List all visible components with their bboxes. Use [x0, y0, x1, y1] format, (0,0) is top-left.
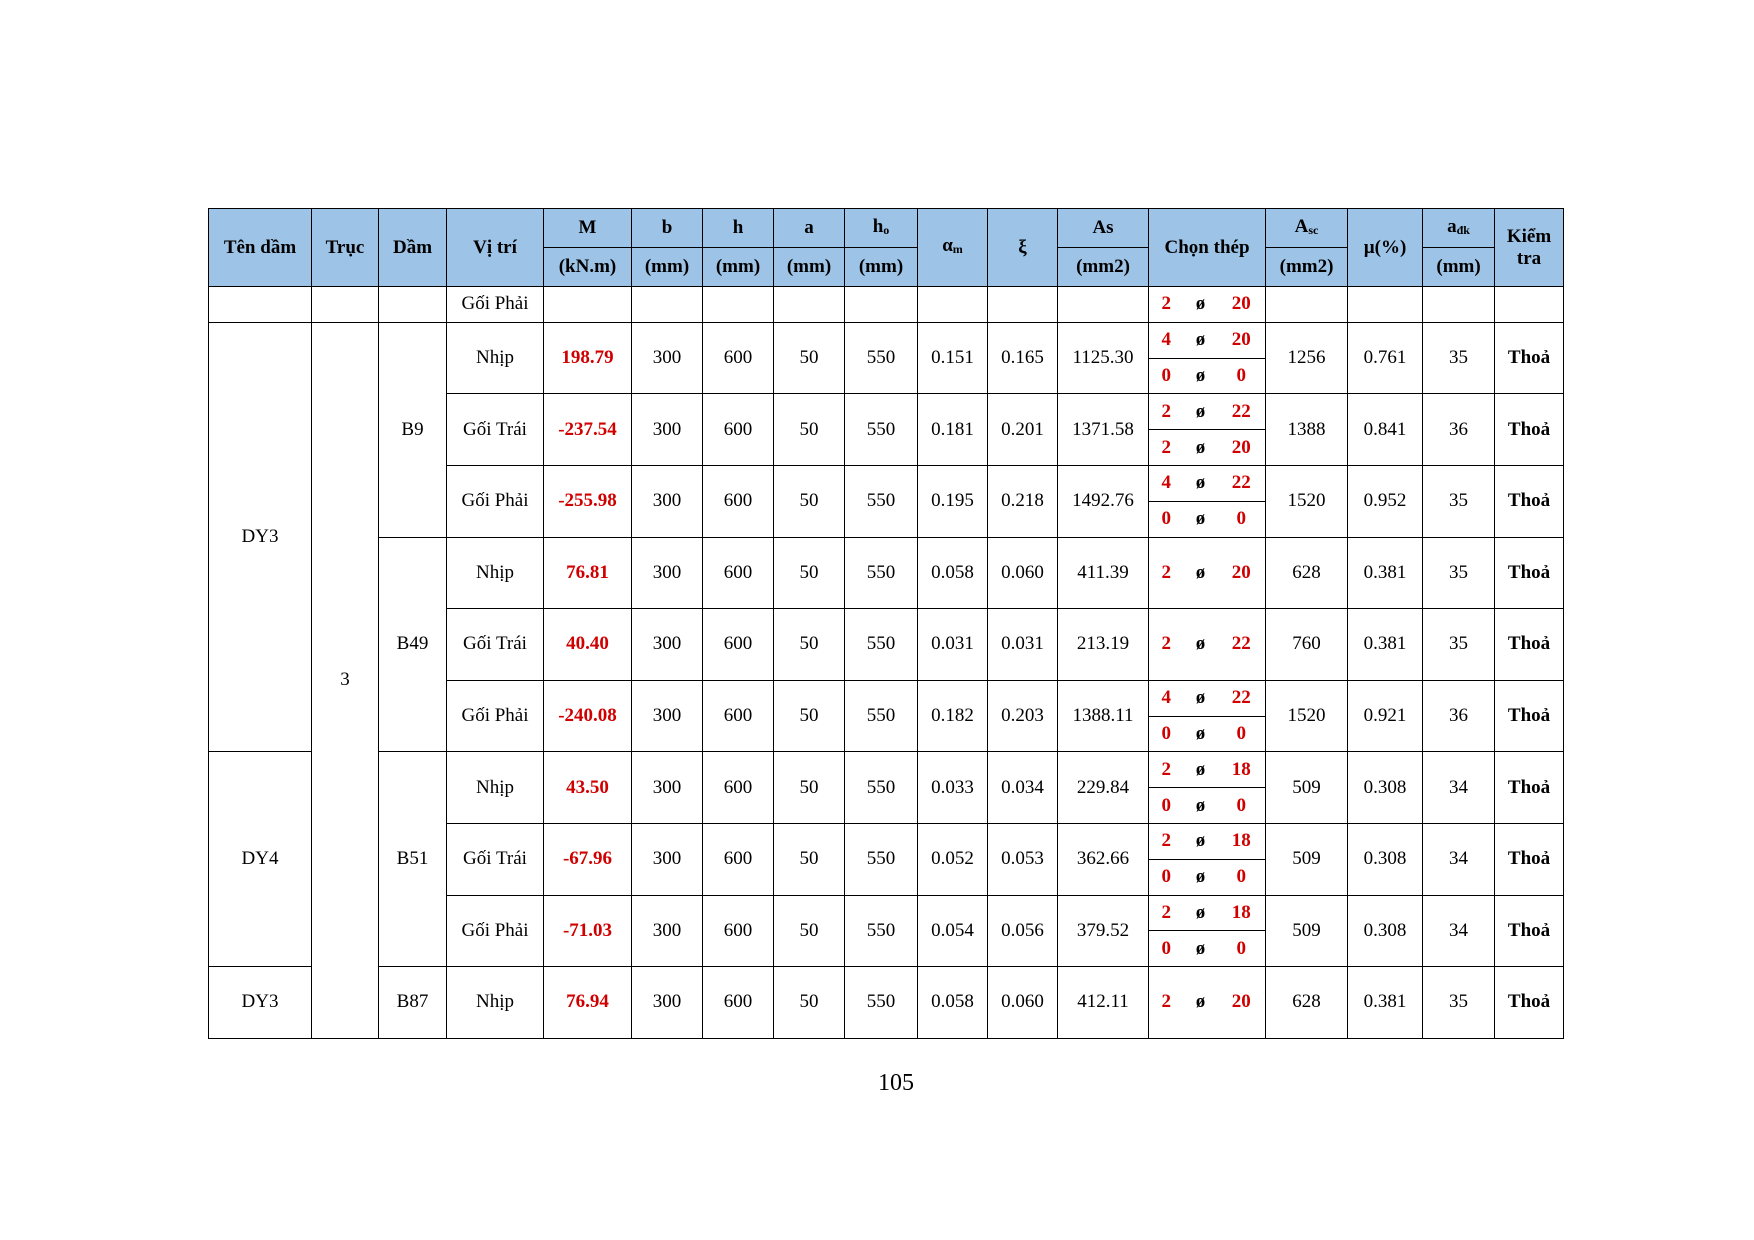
cell-mu: 0.381 [1348, 609, 1423, 681]
cell-moment: -71.03 [544, 895, 632, 967]
cell-empty [209, 287, 312, 323]
cell-mu: 0.921 [1348, 680, 1423, 752]
cell-empty [544, 287, 632, 323]
cell-xi: 0.201 [988, 394, 1058, 466]
cell-dam: B49 [379, 537, 447, 752]
cell-bar-count: 2 [1149, 823, 1184, 859]
header-xi: ξ [988, 209, 1058, 287]
cell-Asc: 509 [1266, 752, 1348, 824]
cell-vi-tri: Nhịp [447, 322, 544, 394]
cell-h0: 550 [845, 465, 918, 537]
cell-bar-count: 2 [1149, 752, 1184, 788]
header-As: As [1058, 209, 1149, 248]
cell-Asc: 1256 [1266, 322, 1348, 394]
cell-empty [703, 287, 774, 323]
cell-b: 300 [632, 823, 703, 895]
cell-bar-symbol: ø [1184, 287, 1218, 323]
header-dam: Dầm [379, 209, 447, 287]
table-row [209, 287, 1564, 323]
cell-bar-symbol: ø [1184, 537, 1218, 609]
cell-adk: 34 [1423, 752, 1495, 824]
cell-xi: 0.218 [988, 465, 1058, 537]
cell-bar-count: 0 [1149, 788, 1184, 824]
cell-vi-tri: Gối Phải [447, 895, 544, 967]
cell-As: 1492.76 [1058, 465, 1149, 537]
cell-bar-count: 4 [1149, 322, 1184, 358]
cell-xi: 0.165 [988, 322, 1058, 394]
cell-ten-dam: DY4 [209, 752, 312, 967]
cell-Asc: 1388 [1266, 394, 1348, 466]
header-M: M [544, 209, 632, 248]
cell-mu: 0.761 [1348, 322, 1423, 394]
cell-h: 600 [703, 465, 774, 537]
cell-a: 50 [774, 394, 845, 466]
cell-As: 1388.11 [1058, 680, 1149, 752]
cell-kiem-tra: Thoả [1495, 752, 1564, 824]
cell-bar-diameter: 22 [1218, 680, 1266, 716]
cell-bar-symbol: ø [1184, 752, 1218, 788]
cell-mu: 0.841 [1348, 394, 1423, 466]
cell-bar-symbol: ø [1184, 931, 1218, 967]
cell-vi-tri: Nhịp [447, 752, 544, 824]
cell-bar-diameter: 0 [1218, 788, 1266, 824]
cell-Asc: 760 [1266, 609, 1348, 681]
cell-vi-tri: Nhịp [447, 967, 544, 1039]
cell-mu: 0.381 [1348, 967, 1423, 1039]
cell-h: 600 [703, 752, 774, 824]
cell-h0: 550 [845, 394, 918, 466]
cell-bar-diameter: 20 [1218, 430, 1266, 466]
cell-Asc: 509 [1266, 823, 1348, 895]
cell-alpha-m: 0.033 [918, 752, 988, 824]
header-chon-thep: Chọn thép [1149, 209, 1266, 287]
cell-b: 300 [632, 967, 703, 1039]
cell-empty [918, 287, 988, 323]
cell-xi: 0.031 [988, 609, 1058, 681]
cell-moment: -237.54 [544, 394, 632, 466]
header-adk: ađk [1423, 209, 1495, 248]
cell-moment: 43.50 [544, 752, 632, 824]
cell-bar-diameter: 22 [1218, 465, 1266, 501]
cell-bar-diameter: 22 [1218, 609, 1266, 681]
cell-empty [845, 287, 918, 323]
cell-a: 50 [774, 895, 845, 967]
cell-ten-dam: DY3 [209, 322, 312, 752]
header-vi-tri: Vị trí [447, 209, 544, 287]
cell-alpha-m: 0.031 [918, 609, 988, 681]
cell-bar-diameter: 20 [1218, 322, 1266, 358]
cell-moment: -240.08 [544, 680, 632, 752]
table-row [209, 752, 1564, 788]
cell-bar-diameter: 18 [1218, 752, 1266, 788]
cell-ten-dam: DY3 [209, 967, 312, 1039]
cell-adk: 35 [1423, 537, 1495, 609]
cell-kiem-tra: Thoả [1495, 967, 1564, 1039]
cell-dam: B9 [379, 322, 447, 537]
header-truc: Trục [312, 209, 379, 287]
cell-As: 1125.30 [1058, 322, 1149, 394]
cell-vi-tri: Nhịp [447, 537, 544, 609]
table-header [209, 209, 1564, 287]
header-h-unit: (mm) [703, 248, 774, 287]
cell-xi: 0.053 [988, 823, 1058, 895]
cell-h0: 550 [845, 680, 918, 752]
cell-bar-diameter: 18 [1218, 895, 1266, 931]
cell-h0: 550 [845, 752, 918, 824]
cell-dam: B87 [379, 967, 447, 1039]
cell-a: 50 [774, 322, 845, 394]
cell-Asc: 628 [1266, 537, 1348, 609]
cell-h: 600 [703, 322, 774, 394]
cell-empty [1348, 287, 1423, 323]
cell-Asc: 1520 [1266, 680, 1348, 752]
cell-adk: 36 [1423, 680, 1495, 752]
cell-bar-diameter: 20 [1218, 537, 1266, 609]
cell-a: 50 [774, 823, 845, 895]
cell-bar-diameter: 22 [1218, 394, 1266, 430]
header-kiem-tra: Kiểm tra [1495, 209, 1564, 287]
cell-empty [1058, 287, 1149, 323]
cell-bar-count: 4 [1149, 680, 1184, 716]
cell-alpha-m: 0.151 [918, 322, 988, 394]
header-b-unit: (mm) [632, 248, 703, 287]
cell-As: 362.66 [1058, 823, 1149, 895]
cell-moment: 76.94 [544, 967, 632, 1039]
header-adk-unit: (mm) [1423, 248, 1495, 287]
cell-h0: 550 [845, 609, 918, 681]
cell-h0: 550 [845, 895, 918, 967]
cell-a: 50 [774, 752, 845, 824]
cell-kiem-tra: Thoả [1495, 465, 1564, 537]
cell-bar-symbol: ø [1184, 430, 1218, 466]
cell-Asc: 509 [1266, 895, 1348, 967]
cell-alpha-m: 0.054 [918, 895, 988, 967]
cell-empty [1495, 287, 1564, 323]
cell-bar-count: 2 [1149, 394, 1184, 430]
cell-a: 50 [774, 967, 845, 1039]
cell-bar-symbol: ø [1184, 358, 1218, 394]
cell-empty [774, 287, 845, 323]
cell-kiem-tra: Thoả [1495, 823, 1564, 895]
cell-adk: 35 [1423, 465, 1495, 537]
cell-xi: 0.203 [988, 680, 1058, 752]
cell-alpha-m: 0.058 [918, 537, 988, 609]
cell-vi-tri: Gối Phải [447, 680, 544, 752]
cell-Asc: 1520 [1266, 465, 1348, 537]
table-row [209, 967, 1564, 1003]
cell-As: 411.39 [1058, 537, 1149, 609]
cell-bar-symbol: ø [1184, 967, 1218, 1039]
cell-mu: 0.952 [1348, 465, 1423, 537]
cell-bar-symbol: ø [1184, 859, 1218, 895]
cell-bar-diameter: 20 [1218, 287, 1266, 323]
cell-empty [1423, 287, 1495, 323]
cell-bar-count: 2 [1149, 609, 1184, 681]
cell-b: 300 [632, 537, 703, 609]
cell-bar-count: 2 [1149, 895, 1184, 931]
header-alpha-m: αm [918, 209, 988, 287]
cell-empty [312, 287, 379, 323]
cell-bar-count: 0 [1149, 501, 1184, 537]
cell-a: 50 [774, 465, 845, 537]
cell-a: 50 [774, 537, 845, 609]
cell-empty [988, 287, 1058, 323]
cell-kiem-tra: Thoả [1495, 895, 1564, 967]
cell-dam: B51 [379, 752, 447, 967]
header-h0: ho [845, 209, 918, 248]
cell-h: 600 [703, 895, 774, 967]
header-h0-unit: (mm) [845, 248, 918, 287]
cell-As: 379.52 [1058, 895, 1149, 967]
cell-alpha-m: 0.058 [918, 967, 988, 1039]
cell-vi-tri: Gối Trái [447, 394, 544, 466]
cell-alpha-m: 0.181 [918, 394, 988, 466]
cell-Asc: 628 [1266, 967, 1348, 1039]
cell-adk: 34 [1423, 895, 1495, 967]
cell-b: 300 [632, 465, 703, 537]
header-mu: µ(%) [1348, 209, 1423, 287]
beam-reinforcement-table [208, 208, 1564, 1039]
cell-adk: 34 [1423, 823, 1495, 895]
cell-h: 600 [703, 394, 774, 466]
cell-vi-tri: Gối Phải [447, 465, 544, 537]
cell-adk: 35 [1423, 967, 1495, 1039]
cell-empty [379, 287, 447, 323]
cell-bar-symbol: ø [1184, 716, 1218, 752]
cell-h: 600 [703, 609, 774, 681]
cell-bar-symbol: ø [1184, 788, 1218, 824]
cell-alpha-m: 0.182 [918, 680, 988, 752]
cell-mu: 0.308 [1348, 823, 1423, 895]
cell-bar-count: 2 [1149, 537, 1184, 609]
cell-bar-count: 0 [1149, 859, 1184, 895]
cell-mu: 0.308 [1348, 752, 1423, 824]
cell-bar-count: 2 [1149, 967, 1184, 1039]
page-number: 105 [878, 1070, 914, 1096]
cell-adk: 35 [1423, 609, 1495, 681]
cell-empty [1266, 287, 1348, 323]
cell-a: 50 [774, 609, 845, 681]
cell-mu: 0.381 [1348, 537, 1423, 609]
header-M-unit: (kN.m) [544, 248, 632, 287]
cell-b: 300 [632, 609, 703, 681]
cell-kiem-tra: Thoả [1495, 537, 1564, 609]
cell-moment: 198.79 [544, 322, 632, 394]
cell-truc: 3 [312, 322, 379, 1038]
cell-bar-diameter: 0 [1218, 931, 1266, 967]
header-a: a [774, 209, 845, 248]
cell-vi-tri: Gối Trái [447, 823, 544, 895]
header-h: h [703, 209, 774, 248]
cell-h0: 550 [845, 967, 918, 1039]
header-ten-dam: Tên dầm [209, 209, 312, 287]
cell-xi: 0.056 [988, 895, 1058, 967]
cell-bar-symbol: ø [1184, 322, 1218, 358]
cell-bar-diameter: 0 [1218, 859, 1266, 895]
cell-bar-symbol: ø [1184, 680, 1218, 716]
cell-b: 300 [632, 394, 703, 466]
cell-bar-symbol: ø [1184, 501, 1218, 537]
cell-empty [632, 287, 703, 323]
cell-bar-count: 0 [1149, 716, 1184, 752]
cell-kiem-tra: Thoả [1495, 322, 1564, 394]
cell-bar-diameter: 0 [1218, 716, 1266, 752]
cell-b: 300 [632, 322, 703, 394]
header-a-unit: (mm) [774, 248, 845, 287]
cell-h: 600 [703, 823, 774, 895]
cell-moment: -255.98 [544, 465, 632, 537]
cell-bar-count: 4 [1149, 465, 1184, 501]
cell-h: 600 [703, 537, 774, 609]
cell-xi: 0.060 [988, 967, 1058, 1039]
cell-As: 229.84 [1058, 752, 1149, 824]
cell-alpha-m: 0.052 [918, 823, 988, 895]
header-Asc: Asc [1266, 209, 1348, 248]
cell-As: 412.11 [1058, 967, 1149, 1039]
cell-h: 600 [703, 967, 774, 1039]
cell-bar-symbol: ø [1184, 609, 1218, 681]
header-b: b [632, 209, 703, 248]
cell-bar-diameter: 0 [1218, 501, 1266, 537]
cell-bar-symbol: ø [1184, 465, 1218, 501]
cell-adk: 36 [1423, 394, 1495, 466]
cell-bar-count: 2 [1149, 430, 1184, 466]
cell-mu: 0.308 [1348, 895, 1423, 967]
cell-kiem-tra: Thoả [1495, 609, 1564, 681]
cell-bar-count: 0 [1149, 931, 1184, 967]
cell-a: 50 [774, 680, 845, 752]
cell-moment: -67.96 [544, 823, 632, 895]
cell-b: 300 [632, 752, 703, 824]
cell-b: 300 [632, 895, 703, 967]
cell-bar-diameter: 0 [1218, 358, 1266, 394]
cell-bar-diameter: 20 [1218, 967, 1266, 1039]
cell-alpha-m: 0.195 [918, 465, 988, 537]
cell-vi-tri: Gối Trái [447, 609, 544, 681]
cell-h0: 550 [845, 322, 918, 394]
cell-kiem-tra: Thoả [1495, 680, 1564, 752]
cell-xi: 0.060 [988, 537, 1058, 609]
header-As-unit: (mm2) [1058, 248, 1149, 287]
cell-xi: 0.034 [988, 752, 1058, 824]
cell-bar-diameter: 18 [1218, 823, 1266, 859]
cell-moment: 76.81 [544, 537, 632, 609]
cell-vi-tri: Gối Phải [447, 287, 544, 323]
cell-b: 300 [632, 680, 703, 752]
cell-h0: 550 [845, 823, 918, 895]
cell-As: 213.19 [1058, 609, 1149, 681]
cell-adk: 35 [1423, 322, 1495, 394]
cell-bar-count: 2 [1149, 287, 1184, 323]
cell-h0: 550 [845, 537, 918, 609]
cell-As: 1371.58 [1058, 394, 1149, 466]
cell-bar-count: 0 [1149, 358, 1184, 394]
cell-h: 600 [703, 680, 774, 752]
table-row [209, 322, 1564, 358]
cell-bar-symbol: ø [1184, 394, 1218, 430]
table-row [209, 537, 1564, 573]
cell-moment: 40.40 [544, 609, 632, 681]
table-body [209, 287, 1564, 1039]
cell-kiem-tra: Thoả [1495, 394, 1564, 466]
cell-bar-symbol: ø [1184, 823, 1218, 859]
cell-bar-symbol: ø [1184, 895, 1218, 931]
header-Asc-unit: (mm2) [1266, 248, 1348, 287]
